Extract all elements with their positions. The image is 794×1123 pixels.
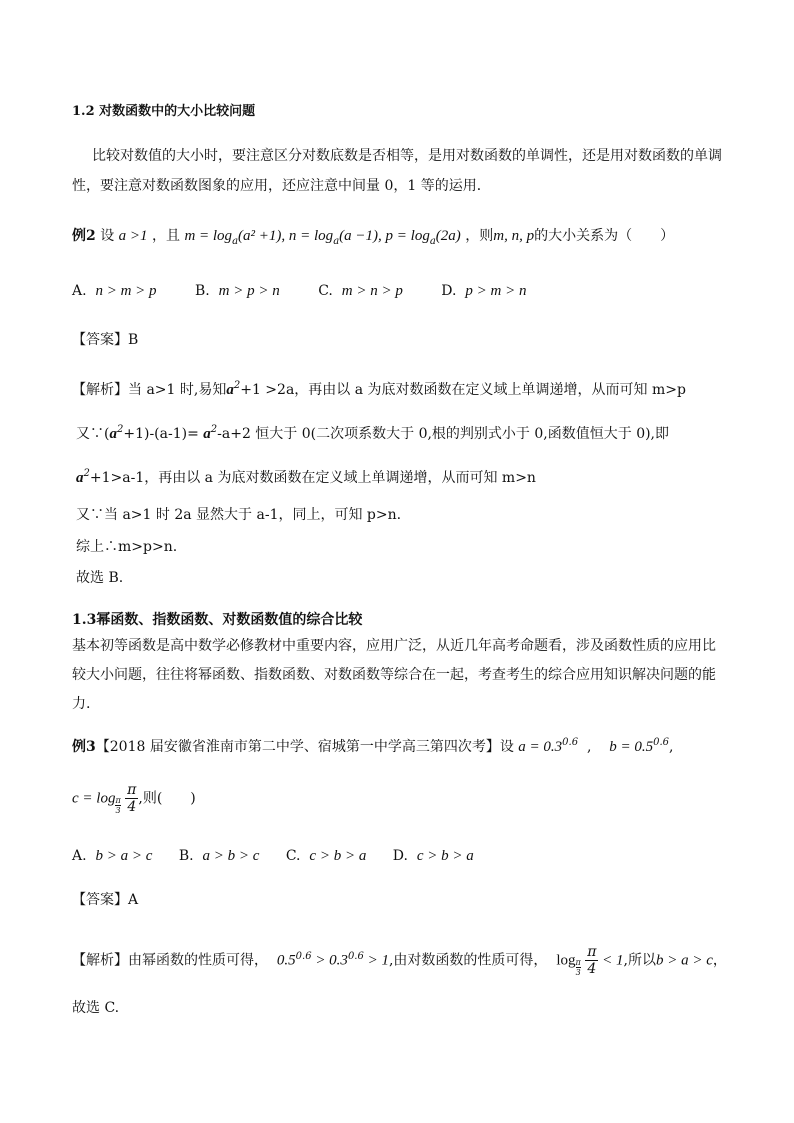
- section-1-3-paragraph-line-3: 力.: [72, 696, 91, 712]
- choice-d[interactable]: D. p > m > n: [441, 283, 527, 299]
- choice-c[interactable]: C. m > n > p: [318, 283, 403, 299]
- section-1-2-paragraph-line-1: 比较对数值的大小时，要注意区分对数底数是否相等，是用对数函数的单调性，还是用对数函数的单调: [92, 148, 722, 164]
- example-2-analysis-line-3: $a^2+1>a-1$，再由以 a 为底对数函数在定义域上单调递增，从而可知 m>n: [76, 468, 536, 486]
- choice-a[interactable]: A. n > m > p: [72, 283, 157, 299]
- example-2-answer: 【答案】B: [72, 332, 139, 348]
- choice-a[interactable]: A. b > a > c: [72, 848, 153, 864]
- example-3-answer: 【答案】A: [72, 892, 139, 908]
- example-2-stem: 例2 设 a >1 ，且 $m = \log_a(a^2 +1)$, $n = \log_a(a -1)$, $p = \log_a(2a)$ ，则m, n, p的大小关系为（ ）: [72, 228, 675, 247]
- example-2-analysis-line-5: 综上∴m>p>n.: [76, 539, 178, 555]
- section-1-3-paragraph-line-1: 基本初等函数是高中数学必修教材中重要内容，应用广泛，从近几年高考命题看，涉及函数性质的应用比: [72, 638, 716, 654]
- example-2-analysis-line-6: 故选 B.: [76, 570, 124, 586]
- example-3-label: 例3: [72, 739, 96, 755]
- log-base-fraction: $\frac{\pi}{3}$: [115, 795, 121, 815]
- example-2-analysis-line-1: 【解析】当 a>1 时,易知$a^2+1 >2a$，再由以 a 为底对数函数在定义域上单调递增，从而可知 m>p: [72, 380, 686, 398]
- choice-d[interactable]: D. c > b > a: [392, 848, 474, 864]
- example-2-analysis-line-2: 又$\because(a^2+1)-(a-1)= a^2-a+2$ 恒大于 0(二次项系数大于 0,根的判别式小于 0,函数值恒大于 0),即: [76, 424, 670, 442]
- section-1-3-paragraph-line-2: 较大小问题，往往将幂函数、指数函数、对数函数等综合在一起，考查考生的综合应用知识解决问题的能: [72, 667, 716, 683]
- choice-c[interactable]: C. c > b > a: [285, 848, 367, 864]
- choice-b[interactable]: B. m > p > n: [195, 283, 280, 299]
- section-title-1-3: 1.3幂函数、指数函数、对数函数值的综合比较: [72, 612, 363, 628]
- pi-over-4-fraction: $\frac{\pi}{4}$: [127, 782, 137, 815]
- example-2-analysis-line-4: 又∵当 a>1 时 2a 显然大于 a-1，同上，可知 p>n.: [76, 507, 402, 523]
- example-3-choices: [72, 846, 508, 866]
- example-2-label: 例2: [72, 228, 96, 244]
- section-1-2-paragraph-line-2: 性，要注意对数函数图象的应用，还应注意中间量 0，1 等的运用．: [72, 178, 491, 194]
- choice-b[interactable]: B. a > b > c: [178, 848, 260, 864]
- example-2-choices: [72, 281, 560, 301]
- section-title-1-2: 1.2 对数函数中的大小比较问题: [72, 104, 256, 119]
- example-3-analysis-final: 故选 C.: [72, 1000, 120, 1016]
- example-3-stem-line-2: c = log $\frac{\pi}{3}$ $\frac{\pi}{4}$ ,则( ): [72, 782, 196, 815]
- example-3-analysis-line-1: 【解析】由幂函数的性质可得， $0.5^{0.6} > 0.3^{0.6} > 1$,由对数函数的性质可得， log $\frac{\pi}{3}$ $\frac{\pi}{4}$ < 1,所以b > a > c，: [72, 944, 727, 977]
- example-3-stem-line-1: 例3【2018 届安徽省淮南市第二中学、宿城第一中学高三第四次考】设 $a = 0.3^{0.6}$ , $b = 0.5^{0.6}$,: [72, 737, 674, 755]
